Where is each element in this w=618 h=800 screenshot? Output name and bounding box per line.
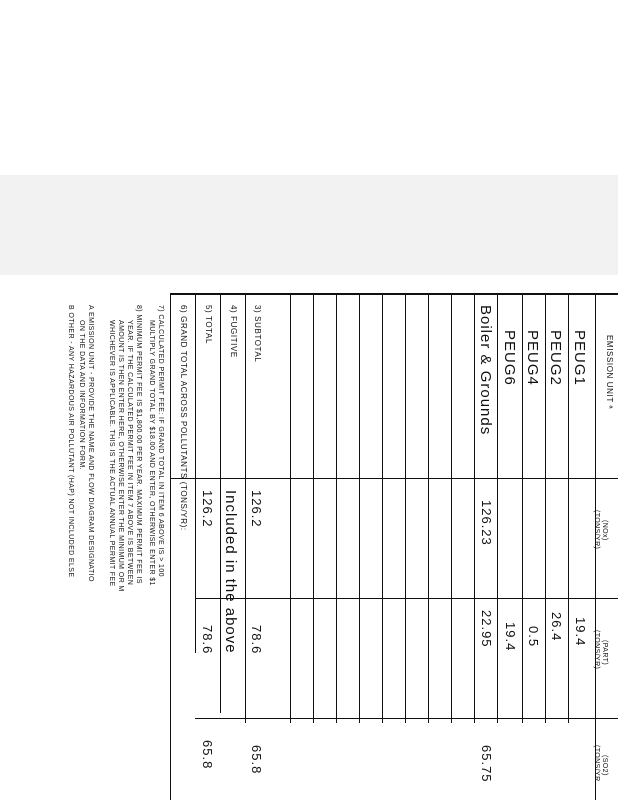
total-nox: 126.2 [200, 490, 215, 528]
row-rule [220, 293, 221, 713]
footnote-a: A EMISSION UNIT - PROVIDE THE NAME AND FLOW DIAGRAM DESIGNATIO [87, 305, 94, 582]
table-rule-col2 [195, 598, 618, 599]
unit-part-value: 19.4 [573, 617, 588, 647]
item8-text: 8) MINIMUM PERMIT FEE IS $1,800.00 PER YEAR. MAXIMUM PERMIT FEE IS [135, 305, 142, 584]
unit-name: PEUG1 [571, 330, 588, 386]
unit-name: PEUG4 [524, 330, 541, 386]
scan-shading [0, 175, 618, 275]
row-rule [290, 293, 291, 723]
row-rule [497, 293, 498, 723]
grand-total-label: 6) GRAND TOTAL ACROSS POLLUTANTS (TONS/YR): [179, 305, 188, 531]
row-rule [545, 293, 546, 723]
unit-name: PEUG6 [501, 330, 518, 386]
header-nox-units: (TONS/YR) [593, 510, 600, 550]
item8-text: WHICHEVER IS APPLICABLE. THIS IS THE ACTUAL ANNUAL PERMIT FEE [108, 320, 115, 587]
unit-part-value: 26.4 [549, 612, 564, 642]
header-so2-label: (SO2) [601, 755, 608, 776]
footnote-b: B OTHER - ANY HAZARDOUS AIR POLLUTANT (HAP) NOT INCLUDED ELSE [67, 305, 74, 578]
fugitive-label: 4) FUGITIVE [229, 305, 238, 358]
unit-part-value: 22.95 [479, 610, 494, 648]
item7-text: MULTIPLY GRAND TOTAL BY $18.00 AND ENTER, OTHERWISE ENTER $1 [148, 320, 155, 586]
subtotal-label: 3) SUBTOTAL [253, 305, 262, 363]
header-part-label: (PART) [601, 640, 608, 666]
item8-text: YEAR. IF THE CALCULATED PERMIT FEE IN ITEM 7 ABOVE IS BETWEEN [126, 320, 133, 586]
subtotal-part: 78.6 [249, 625, 264, 655]
row-rule [428, 293, 429, 723]
row-rule [195, 293, 196, 653]
item8-text: AMOUNT IS THEN ENTER HERE, OTHERWISE ENTER THE MINIMUM OR M [117, 320, 124, 592]
fugitive-note: Included in the above [222, 490, 239, 654]
header-emission-unit: EMISSION UNIT ª [605, 335, 614, 410]
unit-part-value: 19.4 [503, 622, 518, 652]
row-rule [245, 293, 246, 723]
subtotal-nox: 126.2 [249, 490, 264, 528]
header-part-units: (TONS/YR) [593, 630, 600, 670]
unit-name: Boiler & Grounds [477, 305, 494, 436]
row-rule [405, 293, 406, 723]
row-rule [568, 293, 569, 723]
unit-part-value: 0.5 [526, 626, 541, 648]
row-rule [474, 293, 475, 723]
row-rule [336, 293, 337, 723]
total-so2: 65.8 [200, 740, 215, 770]
table-rule-col3 [195, 718, 618, 719]
row-rule [382, 293, 383, 723]
header-nox-label: (NOx) [601, 520, 608, 541]
row-rule [313, 293, 314, 723]
total-label: 5) TOTAL [204, 305, 213, 345]
header-so2-units: (TONS/YR [593, 745, 600, 782]
row-rule [522, 293, 523, 723]
table-left-rule [170, 293, 171, 800]
footnote-a: ON THE DATA AND INFORMATION FORM. [78, 320, 85, 470]
total-part: 78.6 [200, 625, 215, 655]
item7-text: 7) CALCULATED PERMIT FEE: IF GRAND TOTAL IN ITEM 6 ABOVE IS > 100 [157, 305, 164, 577]
unit-so2-value: 65.75 [479, 745, 494, 783]
subtotal-so2: 65.8 [249, 745, 264, 775]
table-rule-col1 [170, 478, 618, 479]
row-rule [359, 293, 360, 723]
row-rule [451, 293, 452, 723]
table-top-rule [170, 293, 618, 295]
unit-nox-value: 126.23 [479, 500, 494, 546]
unit-name: PEUG2 [547, 330, 564, 386]
